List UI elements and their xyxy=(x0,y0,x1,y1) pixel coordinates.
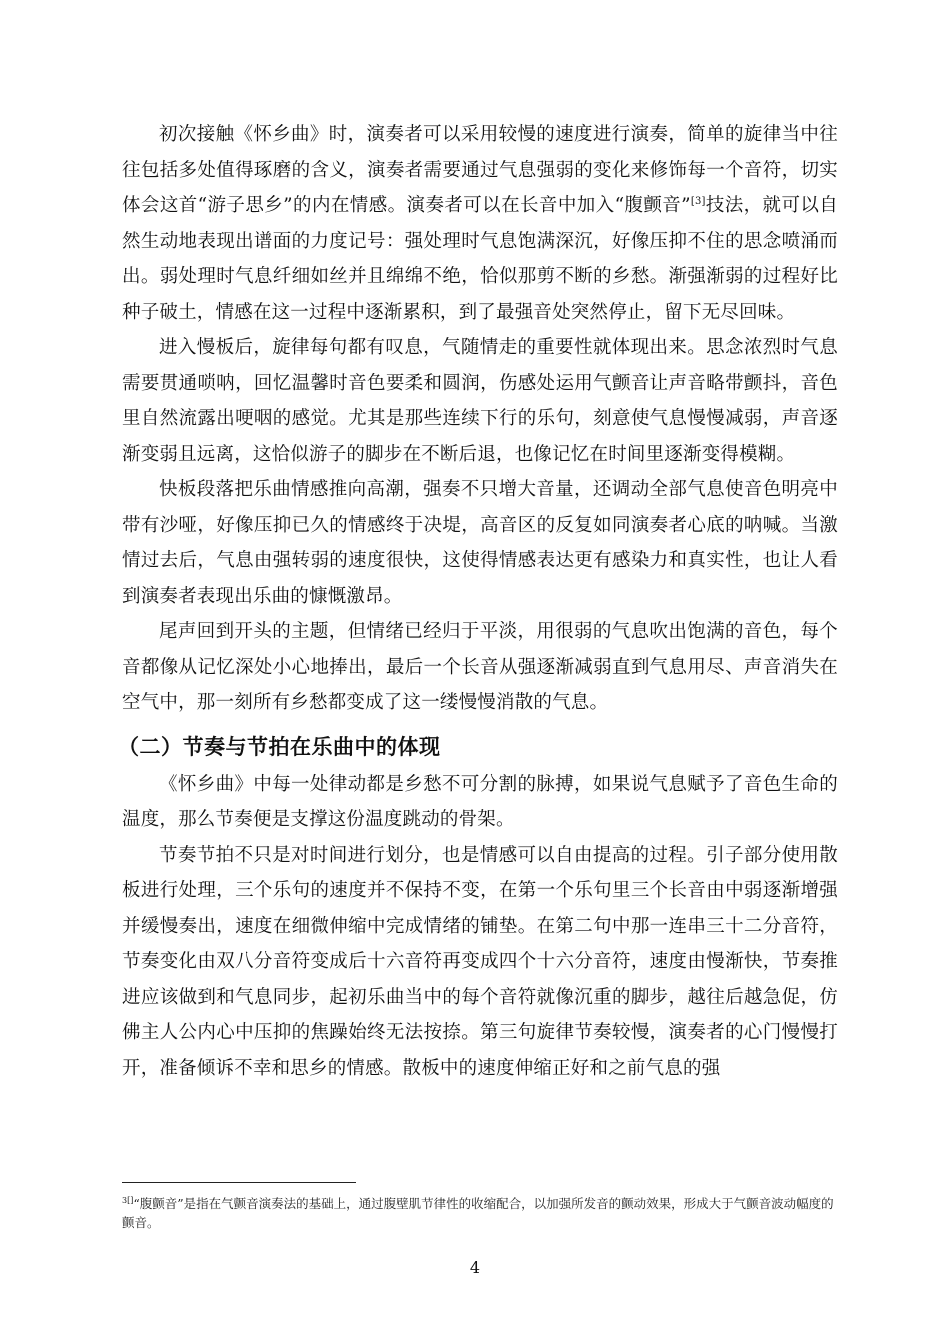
paragraph-intro-text-after: 技法，就可以自然生动地表现出谱面的力度记号：强处理时气息饱满深沉，好像压抑不住的思念喷涌而出。弱处理时气息纤细如丝并且绵绵不绝，恰似那剪不断的乡愁。渐强渐弱的过程好比种子破土，情感在这一过程中逐渐累积，到了最强音处突然停止，留下无尽回味。 xyxy=(122,195,839,323)
footnote-reference[interactable]: [3] xyxy=(690,195,706,207)
footnote-text: “腹颤音”是指在气颤音演奏法的基础上，通过腹壁肌节律性的收缩配合，以加强所发音的颤动效果，形成大于气颤音波动幅度的颤音。 xyxy=(122,1196,834,1230)
footnote xyxy=(122,1194,838,1232)
paragraph-intro-text-before: 初次接触《怀乡曲》时，演奏者可以采用较慢的速度进行演奏，简单的旋律当中往往包括多处值得琢磨的含义，演奏者需要通过气息强弱的变化来修饰每一个音符，切实体会这首“游子思乡”的内在情感。演奏者可以在长音中加入“腹颤音” xyxy=(122,124,838,216)
footnote-mark: 3[] xyxy=(122,1195,134,1205)
paragraph-allegro: 快板段落把乐曲情感推向高潮，强奏不只增大音量，还调动全部气息使音色明亮中带有沙哑，好像压抑已久的情感终于决堤，高音区的反复如同演奏者心底的呐喊。当激情过去后，气息由强转弱的速度很快，这使得情感表达更有感染力和真实性，也让人看到演奏者表现出乐曲的慷慨激昂。 xyxy=(122,479,838,607)
page-number: 4 xyxy=(469,1258,481,1277)
section-heading: （二）节奏与节拍在乐曲中的体现 xyxy=(118,734,441,759)
paragraph-rhythm-detail: 节奏节拍不只是对时间进行划分，也是情感可以自由提高的过程。引子部分使用散板进行处理，三个乐句的速度并不保持不变，在第一个乐句里三个长音由中弱逐渐增强并缓慢奏出，速度在细微伸缩中完成情绪的铺垫。在第二句中那一连串三十二分音符，节奏变化由双八分音符变成后十六音符再变成四个十六分音符，速度由慢渐快，节奏推进应该做到和气息同步，起初乐曲当中的每个音符就像沉重的脚步，越往后越急促，仿佛主人公内心中压抑的焦躁始终无法按捺。第三句旋律节奏较慢，演奏者的心门慢慢打开，准备倾诉不幸和思乡的情感。散板中的速度伸缩正好和之前气息的强 xyxy=(122,844,838,1079)
paragraph-rhythm-intro: 《怀乡曲》中每一处律动都是乡愁不可分割的脉搏，如果说气息赋予了音色生命的温度，那么节奏便是支撑这份温度跳动的骨架。 xyxy=(122,773,838,830)
paragraph-coda: 尾声回到开头的主题，但情绪已经归于平淡，用很弱的气息吹出饱满的音色，每个音都像从记忆深处小心地捧出，最后一个长音从强逐渐减弱直到气息用尽、声音消失在空气中，那一刻所有乡愁都变成了这一缕慢慢消散的气息。 xyxy=(122,621,838,713)
footnote-divider xyxy=(122,1182,356,1183)
paragraph-intro xyxy=(122,117,838,330)
paragraph-adagio: 进入慢板后，旋律每句都有叹息，气随情走的重要性就体现出来。思念浓烈时气息需要贯通唢呐，回忆温馨时音色要柔和圆润，伤感处运用气颤音让声音略带颤抖，音色里自然流露出哽咽的感觉。尤其是那些连续下行的乐句，刻意使气息慢慢减弱，声音逐渐变弱且远离，这恰似游子的脚步在不断后退，也像记忆在时间里逐渐变得模糊。 xyxy=(122,337,838,465)
body-text xyxy=(118,117,839,1086)
